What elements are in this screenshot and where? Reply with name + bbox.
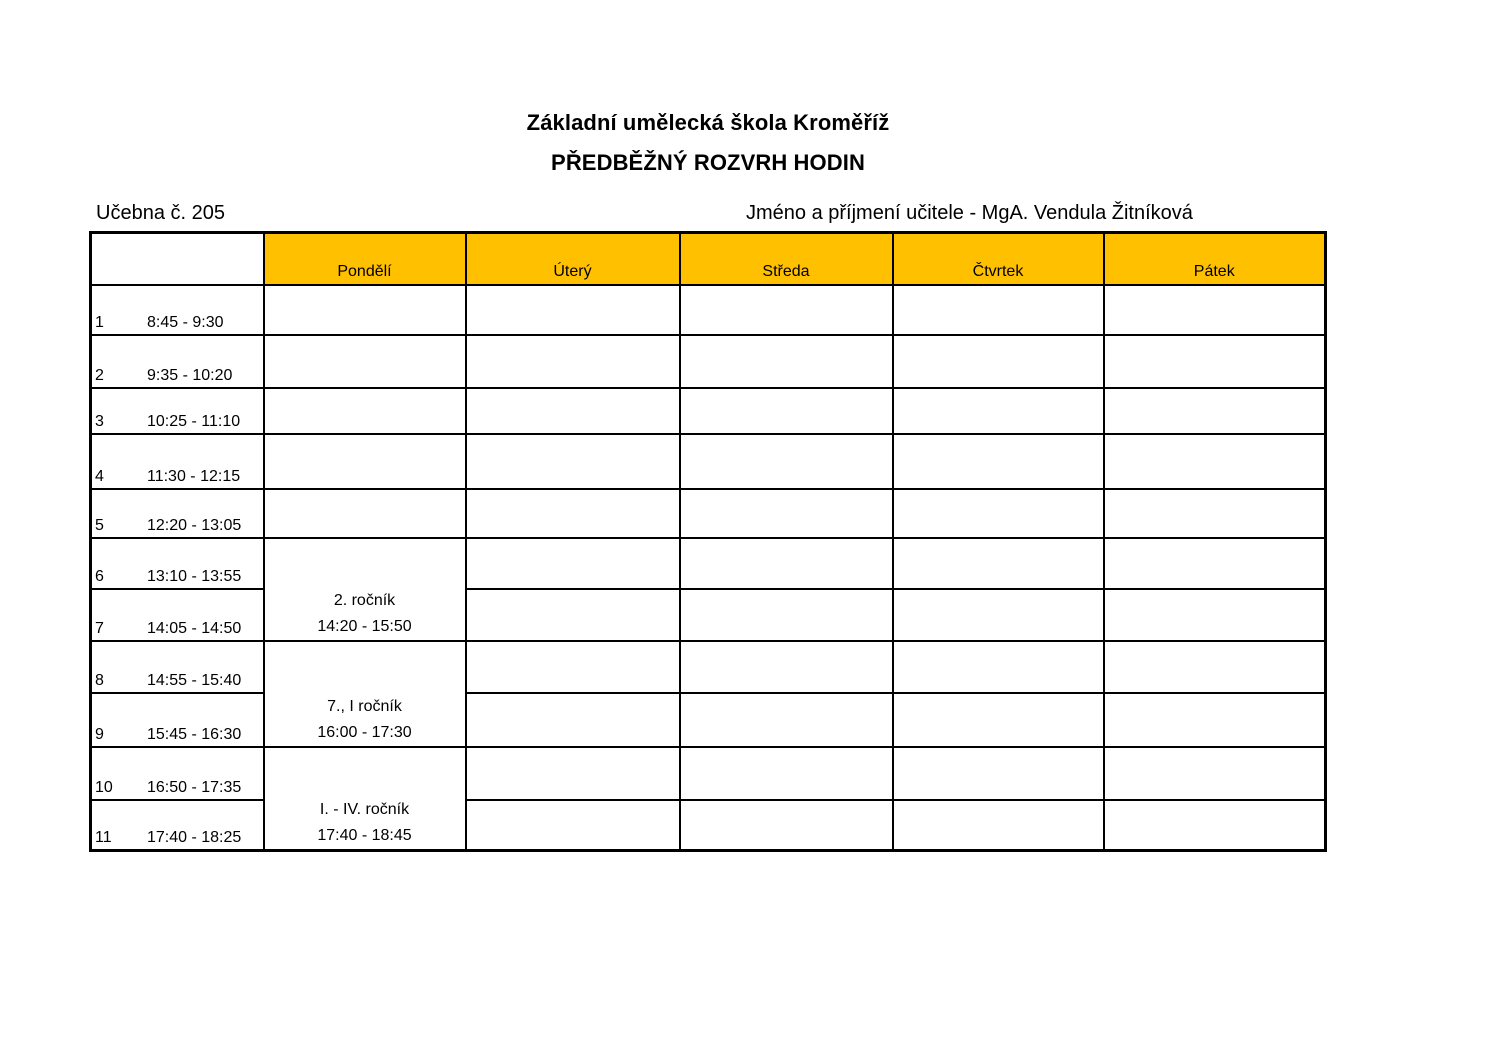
slot-time: 11:30 - 12:15	[147, 467, 241, 485]
slot-cell	[91, 589, 264, 641]
lesson-cell	[680, 693, 893, 747]
slot-cell	[91, 747, 264, 800]
header-row	[91, 233, 1326, 285]
slot-number: 1	[95, 313, 104, 331]
lesson-time: 17:40 - 18:45	[317, 827, 412, 844]
lesson-cell	[893, 538, 1104, 589]
slot-time: 16:50 - 17:35	[147, 778, 242, 796]
table-row	[91, 489, 1326, 538]
day-header-wednesday: Středa	[680, 233, 893, 285]
lesson-cell	[1104, 388, 1326, 434]
lesson-cell	[893, 335, 1104, 388]
lesson-cell	[466, 335, 680, 388]
lesson-cell	[1104, 434, 1326, 489]
slot-cell	[91, 388, 264, 434]
slot-time: 8:45 - 9:30	[147, 313, 224, 331]
table-row	[91, 434, 1326, 489]
lesson-cell	[893, 388, 1104, 434]
lesson-cell	[1104, 800, 1326, 851]
lesson-cell	[466, 388, 680, 434]
schedule-table	[89, 231, 1327, 852]
lesson-cell	[893, 693, 1104, 747]
slot-cell	[91, 641, 264, 693]
slot-number: 5	[95, 516, 104, 534]
lesson-cell	[466, 538, 680, 589]
lesson-cell	[680, 800, 893, 851]
lesson-cell	[893, 589, 1104, 641]
lesson-cell	[680, 434, 893, 489]
room-label: Učebna č. 205	[96, 202, 225, 224]
lesson-cell	[680, 388, 893, 434]
slot-time: 15:45 - 16:30	[147, 725, 242, 743]
lesson-cell	[466, 434, 680, 489]
slot-number: 3	[95, 412, 104, 430]
slot-number: 9	[95, 725, 104, 743]
lesson-cell	[264, 388, 466, 434]
slot-number: 7	[95, 619, 104, 637]
slot-number: 8	[95, 671, 104, 689]
slot-time: 10:25 - 11:10	[147, 412, 241, 430]
lesson-cell	[466, 800, 680, 851]
lesson-cell-monday	[264, 538, 466, 641]
slot-cell	[91, 434, 264, 489]
slot-time: 14:55 - 15:40	[147, 671, 242, 689]
lesson-cell	[264, 285, 466, 335]
lesson-cell	[466, 489, 680, 538]
day-header-friday: Pátek	[1104, 233, 1326, 285]
lesson-cell	[893, 800, 1104, 851]
lesson-cell	[466, 693, 680, 747]
lesson-cell	[1104, 641, 1326, 693]
lesson-cell	[1104, 489, 1326, 538]
lesson-cell	[466, 641, 680, 693]
school-title: Základní umělecká škola Kroměříž	[526, 110, 890, 135]
slot-time: 12:20 - 13:05	[147, 516, 242, 534]
lesson-cell-monday	[264, 641, 466, 747]
lesson-cell	[893, 641, 1104, 693]
lesson-cell	[466, 285, 680, 335]
lesson-cell	[1104, 335, 1326, 388]
table-row	[91, 388, 1326, 434]
lesson-cell	[680, 538, 893, 589]
lesson-cell	[680, 285, 893, 335]
slot-number: 11	[95, 829, 112, 846]
lesson-cell	[680, 589, 893, 641]
lesson-cell	[1104, 589, 1326, 641]
table-row	[91, 641, 1326, 693]
lesson-cell	[264, 489, 466, 538]
lesson-time: 16:00 - 17:30	[317, 723, 412, 741]
slot-time: 9:35 - 10:20	[147, 366, 233, 384]
slot-cell	[91, 800, 264, 851]
teacher-label: Jméno a příjmení učitele - MgA. Vendula Žitníková	[746, 202, 1193, 224]
lesson-cell	[264, 434, 466, 489]
day-header-tuesday: Úterý	[466, 233, 680, 285]
lesson-cell	[466, 589, 680, 641]
day-header-thursday: Čtvrtek	[893, 233, 1104, 285]
lesson-class: 2. ročník	[333, 591, 396, 609]
lesson-cell	[680, 489, 893, 538]
schedule-title: PŘEDBĚŽNÝ ROZVRH HODIN	[551, 150, 865, 175]
lesson-cell	[893, 747, 1104, 800]
lesson-cell	[1104, 285, 1326, 335]
lesson-cell	[893, 285, 1104, 335]
slot-number: 10	[95, 778, 113, 796]
table-row	[91, 747, 1326, 800]
table-row	[91, 285, 1326, 335]
lesson-class: I. - IV. ročník	[319, 801, 410, 818]
slot-cell	[91, 285, 264, 335]
slot-cell	[91, 335, 264, 388]
slot-cell	[91, 693, 264, 747]
lesson-cell	[1104, 693, 1326, 747]
lesson-cell	[264, 335, 466, 388]
slot-number: 2	[95, 366, 104, 384]
lesson-cell	[893, 434, 1104, 489]
table-row	[91, 538, 1326, 589]
lesson-cell	[1104, 538, 1326, 589]
slot-time: 17:40 - 18:25	[147, 829, 242, 846]
corner-cell	[91, 233, 264, 285]
lesson-cell	[680, 335, 893, 388]
lesson-cell	[680, 641, 893, 693]
slot-cell	[91, 489, 264, 538]
slot-cell	[91, 538, 264, 589]
day-header-monday: Pondělí	[264, 233, 466, 285]
lesson-cell	[893, 489, 1104, 538]
slot-number: 6	[95, 567, 104, 585]
table-row	[91, 335, 1326, 388]
lesson-cell	[680, 747, 893, 800]
slot-number: 4	[95, 467, 104, 485]
lesson-cell	[466, 747, 680, 800]
slot-time: 13:10 - 13:55	[147, 567, 242, 585]
lesson-cell-monday	[264, 747, 466, 851]
lesson-time: 14:20 - 15:50	[317, 617, 412, 635]
lesson-cell	[1104, 747, 1326, 800]
lesson-class: 7., I ročník	[327, 697, 402, 715]
slot-time: 14:05 - 14:50	[147, 619, 242, 637]
